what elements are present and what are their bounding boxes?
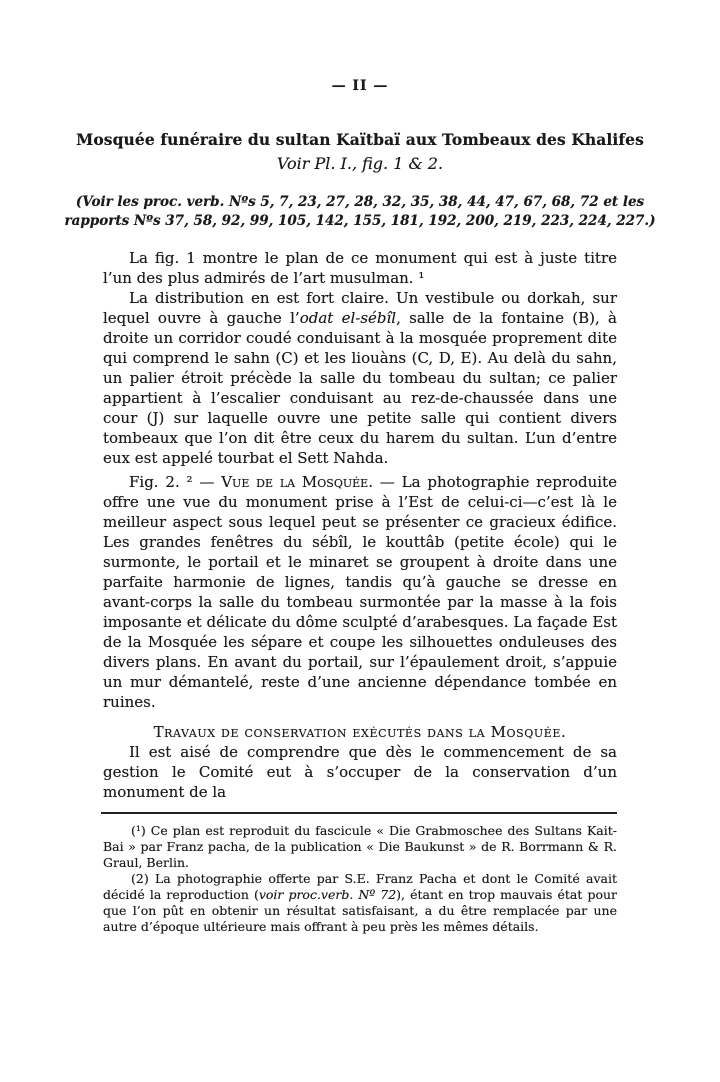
paragraph-conservation: Il est aisé de comprendre que dès le commencement de sa gestion le Comité eut à s’occuper de la conservation d’un monument de la bbox=[103, 743, 617, 801]
paragraph-vue-mosquee: Fig. 2. ² — Vue de la Mosquée. — La photographie reproduite offre une vue du monument prise à l’Est de celui-ci—c’est là le meilleur aspect sous lequel peut se présenter ce gracieux édifice. Les grandes fenêtres du sébîl, le kouttâb (petite école) qui le surmonte, le portail et le minaret se groupent à droite dans une parfaite harmonie de lignes, tandis qu’à gauche se dresse en avant-corps la salle du tombeau surmontée par la masse à la fois imposante et délicate du dôme sculpté d’arabesques. La façade Est de la Mosquée les sépare et coupe les silhouettes onduleuses des divers plans. En avant du portail, sur l’épaulement droit, s’appuie un mur démantelé, reste d’une ancienne dépendance tombée en ruines. bbox=[103, 473, 618, 711]
footnote-separator bbox=[101, 812, 617, 814]
proces-verbaux-note-line2: rapports Nºs 37, 58, 92, 99, 105, 142, 155, 181, 192, 200, 219, 223, 224, 227.) bbox=[64, 213, 656, 229]
footnote-2: (2) La photographie offerte par S.E. Franz Pacha et dont le Comité avait décidé la reproduction (voir proc.verb. Nº 72), étant en trop mauvais état pour que l’on pût en obtenir un résultat satisfaisant, a du être remplacée par une autre d’époque ultérieure mais offrant à peu près les mêmes détails. bbox=[103, 871, 618, 934]
chapter-title-text: Mosquée funéraire du sultan Kaïtbaï aux Tombeaux des Khalifes bbox=[76, 130, 644, 149]
body-text bbox=[103, 248, 617, 802]
footnote-1: (¹) Ce plan est reproduit du fascicule « Die Grabmoschee des Sultans Kait-Bai » par Franz pacha, de la publication « Die Baukunst » de R. Borrmann & R. Graul, Berlin. bbox=[103, 823, 617, 870]
chapter-title bbox=[76, 130, 644, 149]
section-heading: Travaux de conservation exécutés dans la Mosquée. bbox=[153, 723, 567, 741]
proces-verbaux-note-line1: (Voir les proc. verb. Nºs 5, 7, 23, 27, 28, 32, 35, 38, 44, 47, 67, 68, 72 et les bbox=[75, 194, 645, 210]
plate-reference: Voir Pl. I., fig. 1 & 2. bbox=[276, 154, 444, 173]
page-number: — II — bbox=[331, 78, 389, 94]
paragraph-distribution: La distribution en est fort claire. Un vestibule ou dorkah, sur lequel ouvre à gauche l’odat el-sébîl, salle de la fontaine (B), à droite un corridor coudé conduisant à la mosquée proprement dite qui comprend le sahn (C) et les liouàns (C, D, E). Au delà du sahn, un palier étroit précède la salle du tombeau du sultan; ce palier appartient à l’escalier conduisant au rez-de-chaussée dans une cour (J) sur laquelle ouvre une petite salle qui contient divers tombeaux que l’on dit être ceux du harem du sultan. L’un d’entre eux est appelé tourbat el Sett Nahda. bbox=[103, 289, 617, 467]
footnotes bbox=[103, 823, 617, 935]
paragraph-plan: La fig. 1 montre le plan de ce monument qui est à juste titre l’un des plus admirés de l’art musulman. ¹ bbox=[103, 249, 617, 287]
proces-verbaux-note bbox=[64, 193, 656, 231]
